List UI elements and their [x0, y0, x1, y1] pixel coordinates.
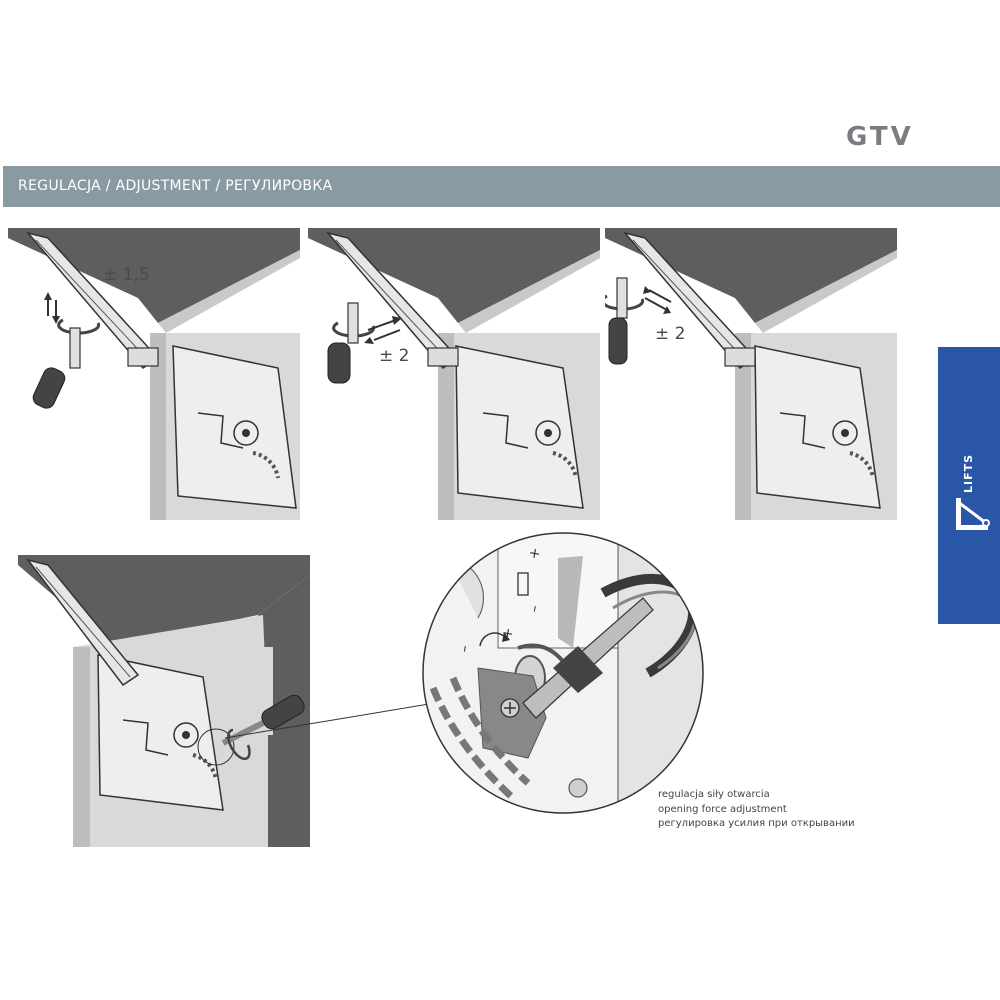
- dimension-label-2: ± 2: [379, 346, 410, 366]
- caption-line-english: opening force adjustment: [658, 803, 787, 815]
- scale-mark-minus-top: –: [526, 604, 544, 614]
- scale-mark-plus-top: +: [526, 546, 544, 561]
- gtv-logo: GTV: [846, 122, 914, 152]
- scale-mark-plus-side: +: [499, 626, 517, 641]
- section-title: REGULACJA / ADJUSTMENT / РЕГУЛИРОВКА: [18, 178, 333, 194]
- magnified-detail-circle: [418, 528, 708, 818]
- dimension-label-1: ± 1,5: [103, 265, 150, 285]
- lifts-tab-label: LIFTS: [962, 453, 975, 493]
- caption-line-polish: regulacja siły otwarcia: [658, 789, 770, 800]
- opening-force-caption: [658, 788, 855, 832]
- scale-mark-minus-side: –: [456, 644, 474, 654]
- caption-line-russian: регулировка усилия при открывании: [658, 818, 855, 829]
- dimension-label-3: ± 2: [655, 324, 686, 344]
